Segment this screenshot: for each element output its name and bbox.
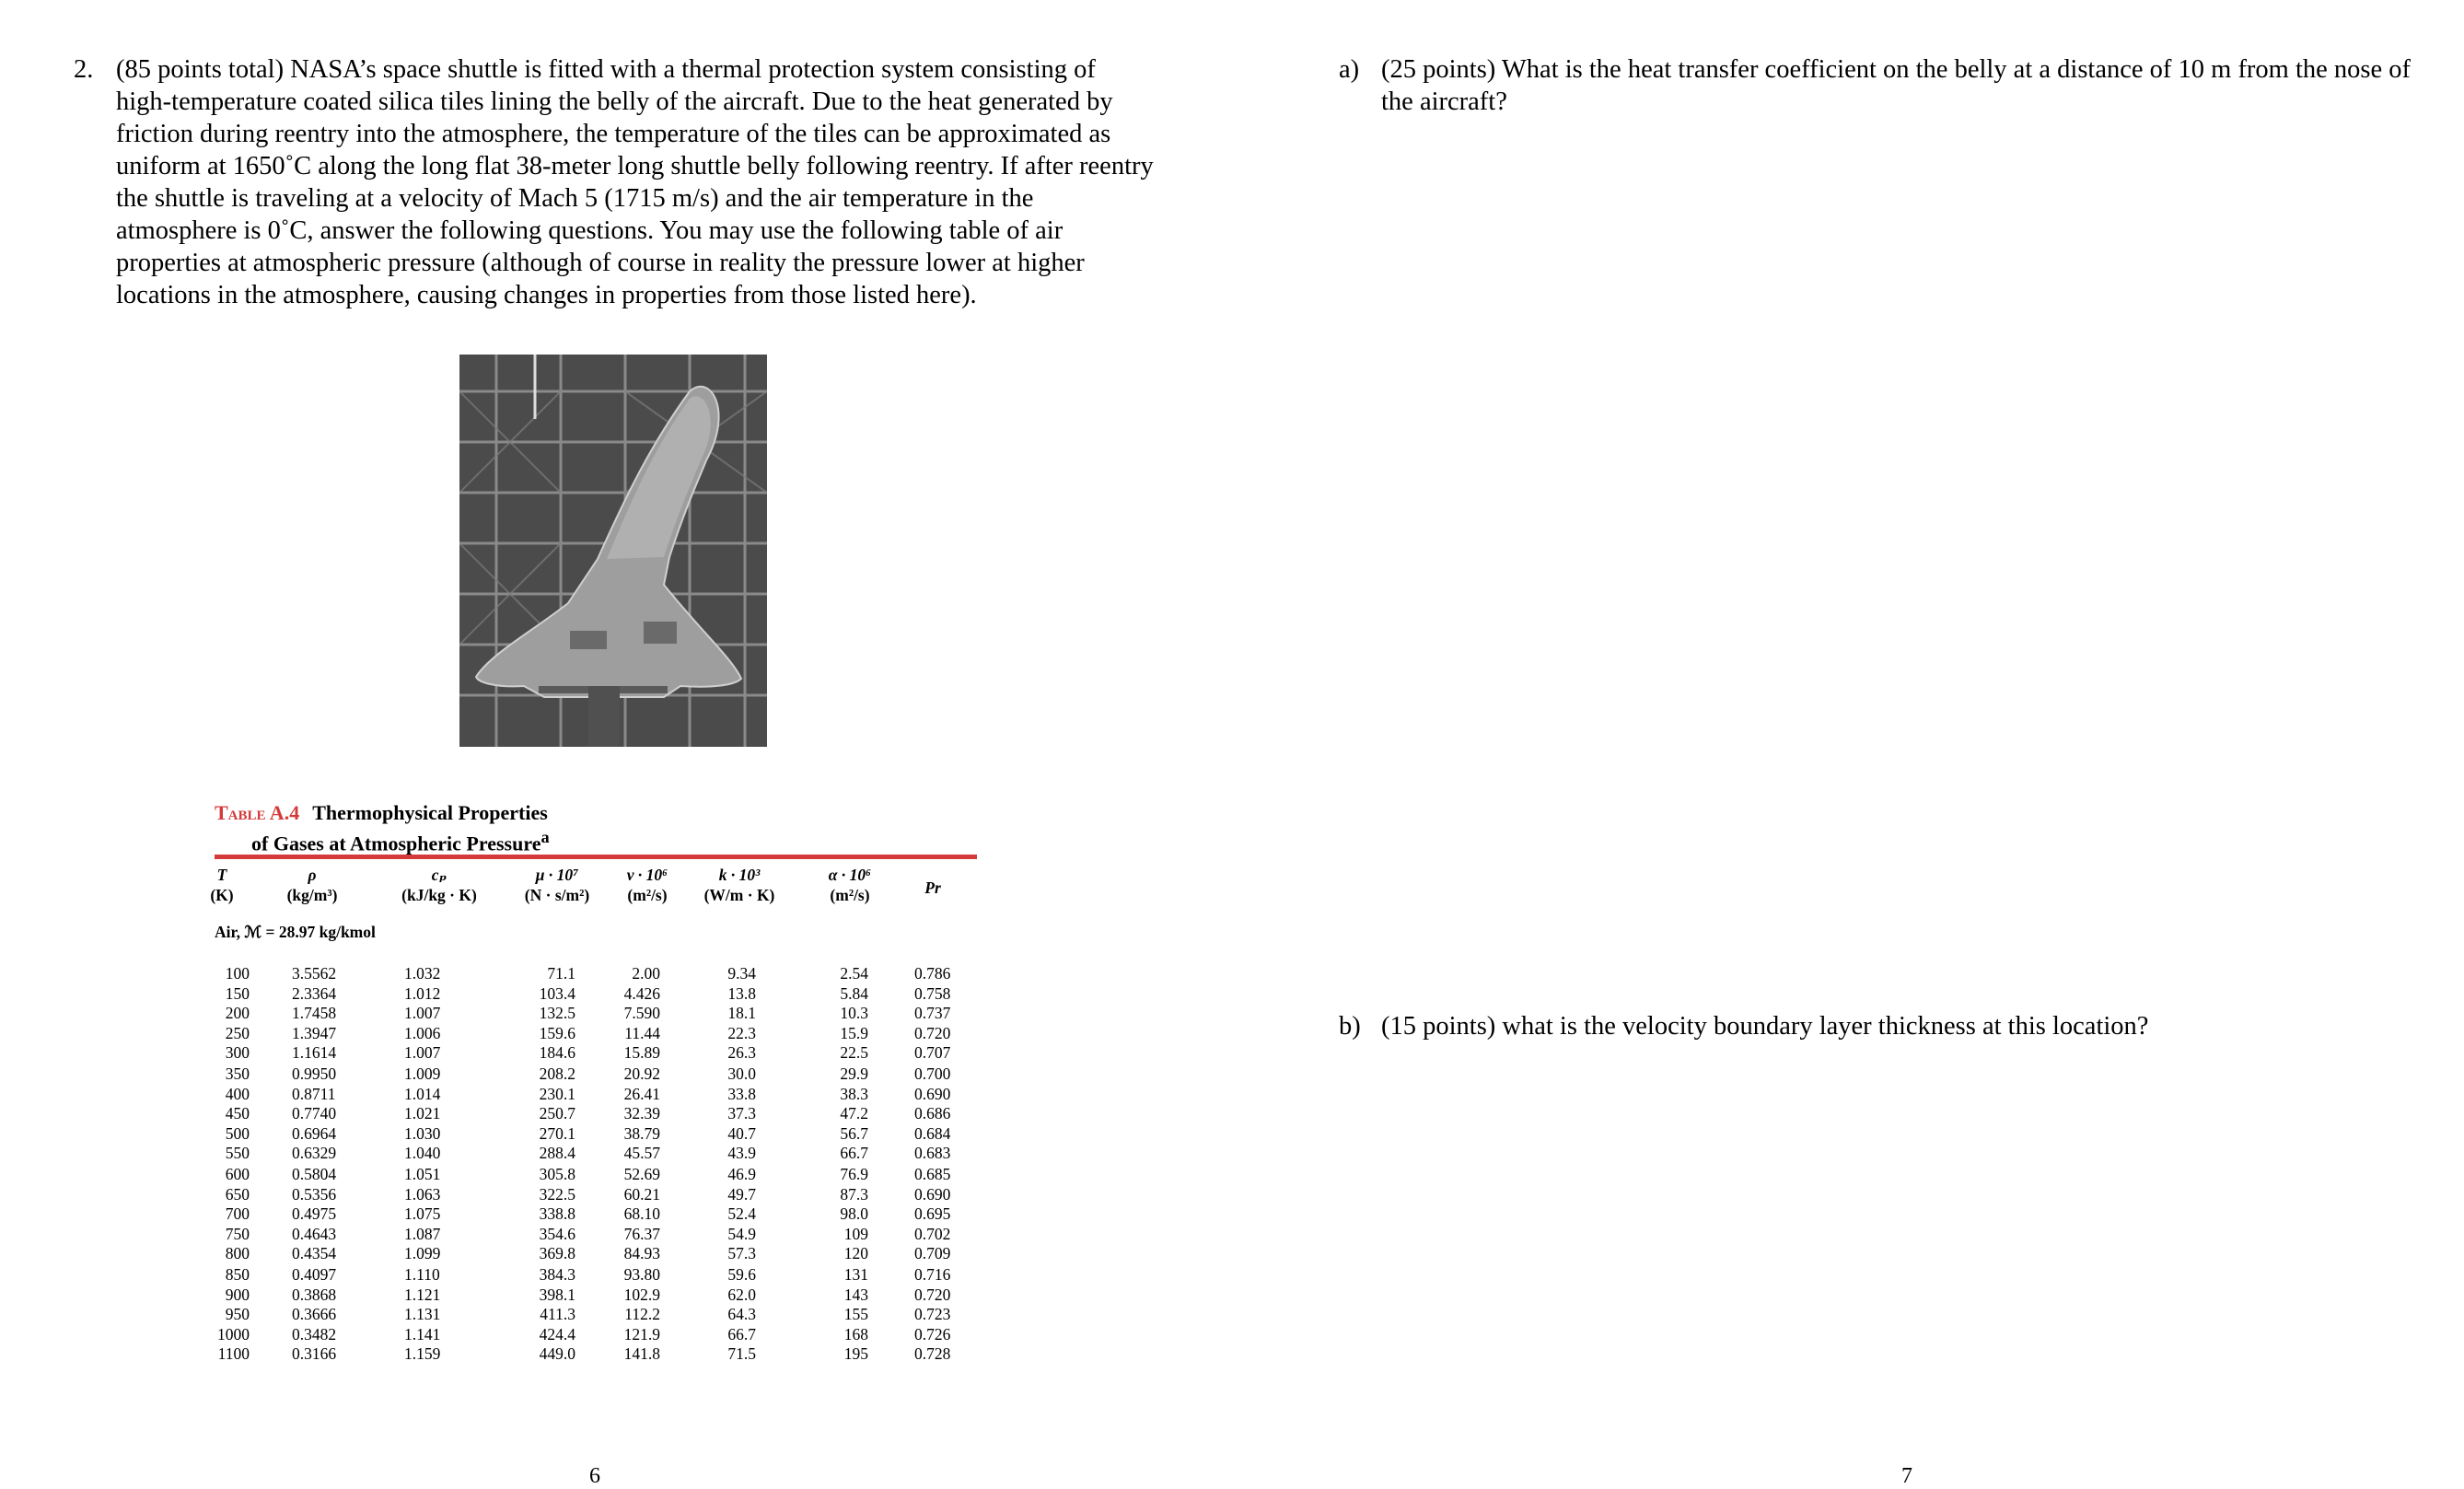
table-row xyxy=(215,1043,977,1064)
table-row xyxy=(215,1344,977,1365)
table-cell: 1.063 xyxy=(404,1184,441,1204)
table-cell: 155 xyxy=(843,1305,868,1323)
table-cell: 900 xyxy=(225,1285,250,1304)
table-cell: 0.723 xyxy=(914,1305,951,1323)
table-cell: 184.6 xyxy=(539,1043,575,1062)
column-header-symbol: α · 10⁶ xyxy=(828,866,872,884)
table-cell: 54.9 xyxy=(727,1224,756,1243)
table-cell: 121.9 xyxy=(623,1324,660,1344)
table-cell: 66.7 xyxy=(840,1144,868,1162)
table-row-group xyxy=(215,1265,977,1365)
table-cell: 103.4 xyxy=(539,983,575,1003)
table-cell: 288.4 xyxy=(539,1144,575,1162)
table-cell: 0.3666 xyxy=(292,1305,337,1323)
column-header-symbol: cₚ xyxy=(431,866,447,884)
table-cell: 120 xyxy=(843,1244,868,1262)
column-header-unit: (N · s/m²) xyxy=(524,885,590,904)
question-text: (15 points) what is the velocity boundary layer thickness at this location? xyxy=(1381,1012,2149,1041)
problem-line: friction during reentry into the atmosphere, the temperature of the tiles can be approximated as xyxy=(116,120,1111,148)
left-page xyxy=(0,0,1232,1486)
table-cell: 0.786 xyxy=(914,964,951,983)
table-cell: 300 xyxy=(225,1043,250,1062)
table-cell: 0.726 xyxy=(914,1324,951,1344)
table-cell: 64.3 xyxy=(727,1305,756,1323)
column-header xyxy=(511,866,603,905)
table-cell: 550 xyxy=(225,1144,250,1162)
table-cell: 0.758 xyxy=(914,983,951,1003)
column-header-unit: (m²/s) xyxy=(830,885,870,904)
question-text: (25 points) What is the heat transfer coefficient on the belly at a distance of 10 m from the nose of xyxy=(1381,55,2412,84)
table-cell: 305.8 xyxy=(539,1165,575,1183)
right-page xyxy=(1232,0,2464,1486)
table-caption xyxy=(215,801,550,855)
table-cell: 150 xyxy=(225,983,250,1003)
table-cell: 1.121 xyxy=(404,1285,441,1304)
table-title-line1: Thermophysical Properties xyxy=(312,801,548,824)
table-cell: 15.89 xyxy=(623,1043,660,1062)
column-header-symbol: μ · 10⁷ xyxy=(535,866,579,884)
table-title-line2: of Gases at Atmospheric Pressure xyxy=(251,832,541,855)
table-subheading: Air, ℳ = 28.97 kg/kmol xyxy=(215,923,376,941)
column-header-unit: (kg/m³) xyxy=(286,885,338,904)
table-cell: 1.159 xyxy=(404,1344,441,1363)
table-cell: 0.720 xyxy=(914,1285,951,1304)
table-cell: 230.1 xyxy=(539,1084,575,1103)
table-cell: 57.3 xyxy=(727,1244,756,1262)
table-cell: 76.37 xyxy=(623,1224,660,1243)
table-row xyxy=(215,1104,977,1124)
table-cell: 71.5 xyxy=(727,1344,756,1363)
table-cell: 32.39 xyxy=(623,1104,660,1123)
problem-statement xyxy=(74,53,1160,311)
table-cell: 10.3 xyxy=(840,1004,868,1022)
problem-line: (85 points total) NASA’s space shuttle is fitted with a thermal protection system consisting of xyxy=(116,55,1096,84)
table-cell: 47.2 xyxy=(840,1104,868,1123)
table-cell: 350 xyxy=(225,1064,250,1083)
table-cell: 0.686 xyxy=(914,1104,951,1123)
table-cell: 0.4643 xyxy=(292,1224,337,1243)
table-footnote-mark: a xyxy=(540,828,550,846)
table-cell: 950 xyxy=(225,1305,250,1323)
table-cell: 1.009 xyxy=(404,1064,441,1083)
table-cell: 270.1 xyxy=(539,1123,575,1143)
table-cell: 1.012 xyxy=(404,983,441,1003)
table-cell: 5.84 xyxy=(840,983,868,1003)
table-row xyxy=(215,1285,977,1306)
table-cell: 60.21 xyxy=(623,1184,660,1204)
table-row xyxy=(215,964,977,984)
table-cell: 384.3 xyxy=(539,1265,575,1284)
table-cell: 1.007 xyxy=(404,1004,441,1022)
table-cell: 1.110 xyxy=(404,1265,440,1284)
table-cell: 2.3364 xyxy=(292,983,337,1003)
column-header xyxy=(804,866,896,905)
air-properties-table xyxy=(210,866,977,1363)
table-cell: 338.8 xyxy=(539,1204,575,1223)
table-cell: 30.0 xyxy=(727,1064,756,1083)
table-cell: 26.41 xyxy=(623,1084,660,1103)
column-header xyxy=(887,878,979,899)
table-cell: 1.7458 xyxy=(292,1004,337,1022)
table-cell: 93.80 xyxy=(623,1265,660,1284)
table-cell: 0.716 xyxy=(914,1265,951,1284)
table-cell: 131 xyxy=(843,1265,868,1284)
table-row xyxy=(215,1265,977,1285)
table-cell: 1.021 xyxy=(404,1104,441,1123)
table-cell: 449.0 xyxy=(539,1344,575,1363)
column-header xyxy=(693,866,785,905)
table-cell: 0.707 xyxy=(914,1043,951,1062)
table-cell: 15.9 xyxy=(840,1023,868,1042)
table-cell: 2.00 xyxy=(632,964,660,983)
table-row-group xyxy=(215,1064,977,1164)
table-cell: 1000 xyxy=(217,1324,250,1344)
column-header xyxy=(601,866,693,905)
table-cell: 0.5356 xyxy=(292,1184,337,1204)
table-cell: 1.131 xyxy=(404,1305,441,1323)
table-cell: 0.6964 xyxy=(292,1123,337,1143)
table-cell: 398.1 xyxy=(539,1285,575,1304)
table-cell: 13.8 xyxy=(727,983,756,1003)
table-cell: 38.79 xyxy=(623,1123,660,1143)
table-row xyxy=(215,1305,977,1325)
table-cell: 56.7 xyxy=(840,1123,868,1143)
table-cell: 195 xyxy=(843,1344,868,1363)
table-cell: 0.6329 xyxy=(292,1144,337,1162)
table-cell: 40.7 xyxy=(727,1123,756,1143)
table-cell: 9.34 xyxy=(727,964,756,983)
table-cell: 59.6 xyxy=(727,1265,756,1284)
table-cell: 62.0 xyxy=(727,1285,756,1304)
table-cell: 132.5 xyxy=(539,1004,575,1022)
table-cell: 1.032 xyxy=(404,964,441,983)
table-cell: 0.4975 xyxy=(292,1204,337,1223)
table-cell: 0.683 xyxy=(914,1144,951,1162)
table-cell: 168 xyxy=(843,1324,868,1344)
table-cell: 33.8 xyxy=(727,1084,756,1103)
table-cell: 38.3 xyxy=(840,1084,868,1103)
table-row xyxy=(215,1204,977,1225)
column-header xyxy=(176,866,268,905)
question-b xyxy=(1339,1010,2449,1042)
table-cell: 1.051 xyxy=(404,1165,441,1183)
table-cell: 1.014 xyxy=(404,1084,441,1103)
table-cell: 0.700 xyxy=(914,1064,951,1083)
table-cell: 1.075 xyxy=(404,1204,441,1223)
table-cell: 322.5 xyxy=(539,1184,575,1204)
table-cell: 37.3 xyxy=(727,1104,756,1123)
table-cell: 87.3 xyxy=(840,1184,868,1204)
column-header-unit: (K) xyxy=(210,885,234,904)
table-cell: 1.030 xyxy=(404,1123,441,1143)
table-cell: 100 xyxy=(225,964,250,983)
problem-line: the shuttle is traveling at a velocity of Mach 5 (1715 m/s) and the air temperature in the xyxy=(116,184,1034,213)
table-cell: 250 xyxy=(225,1023,250,1042)
table-cell: 29.9 xyxy=(840,1064,868,1083)
table-row xyxy=(215,1325,977,1345)
table-row xyxy=(215,1165,977,1185)
question-label: b) xyxy=(1339,1012,1361,1041)
table-cell: 0.695 xyxy=(914,1204,951,1223)
table-cell: 0.728 xyxy=(914,1344,951,1363)
table-cell: 369.8 xyxy=(539,1244,575,1262)
table-row xyxy=(215,1144,977,1164)
table-cell: 11.44 xyxy=(624,1023,660,1042)
column-header-symbol: k · 10³ xyxy=(718,866,761,884)
table-row xyxy=(215,1185,977,1205)
table-cell: 1100 xyxy=(217,1344,250,1363)
table-cell: 200 xyxy=(225,1004,250,1022)
page-number-left: 6 xyxy=(589,1464,600,1488)
table-row xyxy=(215,1244,977,1264)
table-cell: 850 xyxy=(225,1265,250,1284)
problem-text xyxy=(116,53,1160,311)
table-cell: 98.0 xyxy=(840,1204,868,1223)
question-text: the aircraft? xyxy=(1381,87,1507,116)
table-cell: 102.9 xyxy=(623,1285,660,1304)
table-cell: 66.7 xyxy=(727,1324,756,1344)
table-cell: 0.702 xyxy=(914,1224,951,1243)
table-cell: 0.7740 xyxy=(292,1104,337,1123)
table-cell: 143 xyxy=(843,1285,868,1304)
table-cell: 0.3482 xyxy=(292,1324,337,1344)
table-cell: 43.9 xyxy=(727,1144,756,1162)
table-cell: 0.690 xyxy=(914,1084,951,1103)
table-cell: 49.7 xyxy=(727,1184,756,1204)
table-row xyxy=(215,1124,977,1145)
column-header xyxy=(266,866,358,905)
column-header-symbol: T xyxy=(216,866,227,884)
table-cell: 3.5562 xyxy=(292,964,337,983)
table-cell: 109 xyxy=(843,1224,868,1243)
table-cell: 52.69 xyxy=(623,1165,660,1183)
table-row xyxy=(215,984,977,1005)
table-cell: 0.3868 xyxy=(292,1285,337,1304)
table-cell: 208.2 xyxy=(539,1064,575,1083)
table-cell: 52.4 xyxy=(727,1204,756,1223)
table-row xyxy=(215,1004,977,1024)
table-cell: 1.3947 xyxy=(292,1023,337,1042)
table-cell: 0.9950 xyxy=(292,1064,337,1083)
space-shuttle-photo xyxy=(459,355,767,747)
table-cell: 354.6 xyxy=(539,1224,575,1243)
table-cell: 0.709 xyxy=(914,1244,951,1262)
table-cell: 7.590 xyxy=(623,1004,660,1022)
table-cell: 1.141 xyxy=(404,1324,441,1344)
table-cell: 0.684 xyxy=(914,1123,951,1143)
table-cell: 22.5 xyxy=(840,1043,868,1062)
table-cell: 250.7 xyxy=(539,1104,575,1123)
table-cell: 2.54 xyxy=(840,964,868,983)
column-header-unit: (kJ/kg · K) xyxy=(401,885,477,904)
table-label: Table A.4 xyxy=(215,801,300,824)
question-a xyxy=(1339,53,2449,118)
table-row-group xyxy=(215,964,977,1064)
table-cell: 1.1614 xyxy=(292,1043,337,1062)
table-cell: 46.9 xyxy=(727,1165,756,1183)
table-cell: 26.3 xyxy=(727,1043,756,1062)
table-top-rule xyxy=(215,855,977,859)
column-header-symbol: ν · 10⁶ xyxy=(626,866,668,884)
problem-line: uniform at 1650˚C along the long flat 38-meter long shuttle belly following reentry. If after reentry xyxy=(116,152,1154,180)
table-row xyxy=(215,1085,977,1105)
column-header xyxy=(393,866,485,905)
table-row xyxy=(215,1225,977,1245)
table-cell: 1.099 xyxy=(404,1244,441,1262)
problem-number: 2. xyxy=(74,55,94,84)
table-header-row xyxy=(210,866,977,912)
problem-line: atmosphere is 0˚C, answer the following questions. You may use the following table of air xyxy=(116,216,1063,245)
table-cell: 0.8711 xyxy=(292,1084,336,1103)
table-cell: 411.3 xyxy=(540,1305,575,1323)
table-cell: 22.3 xyxy=(727,1023,756,1042)
table-cell: 750 xyxy=(225,1224,250,1243)
table-cell: 0.3166 xyxy=(292,1344,337,1363)
table-cell: 68.10 xyxy=(623,1204,660,1223)
table-cell: 450 xyxy=(225,1104,250,1123)
table-cell: 0.5804 xyxy=(292,1165,337,1183)
problem-line: high-temperature coated silica tiles lining the belly of the aircraft. Due to the heat generated by xyxy=(116,87,1113,116)
table-cell: 800 xyxy=(225,1244,250,1262)
column-header-symbol: Pr xyxy=(924,878,941,897)
table-cell: 600 xyxy=(225,1165,250,1183)
problem-line: properties at atmospheric pressure (although of course in reality the pressure lower at higher xyxy=(116,249,1085,277)
page-number-right: 7 xyxy=(1901,1464,1912,1488)
table-cell: 1.040 xyxy=(404,1144,441,1162)
table-cell: 0.685 xyxy=(914,1165,951,1183)
table-cell: 1.087 xyxy=(404,1224,441,1243)
table-cell: 424.4 xyxy=(539,1324,575,1344)
table-cell: 1.007 xyxy=(404,1043,441,1062)
table-cell: 4.426 xyxy=(623,983,660,1003)
column-header-unit: (W/m · K) xyxy=(703,885,775,904)
table-cell: 400 xyxy=(225,1084,250,1103)
table-row-group xyxy=(215,1165,977,1264)
table-cell: 112.2 xyxy=(624,1305,660,1323)
table-row xyxy=(215,1064,977,1085)
column-header-symbol: ρ xyxy=(308,866,317,884)
table-cell: 0.4354 xyxy=(292,1244,337,1262)
table-cell: 159.6 xyxy=(539,1023,575,1042)
table-cell: 71.1 xyxy=(547,964,575,983)
table-cell: 141.8 xyxy=(623,1344,660,1363)
column-header-unit: (m²/s) xyxy=(627,885,668,904)
table-cell: 1.006 xyxy=(404,1023,441,1042)
table-cell: 20.92 xyxy=(623,1064,660,1083)
table-row xyxy=(215,1024,977,1044)
table-cell: 0.690 xyxy=(914,1184,951,1204)
table-cell: 650 xyxy=(225,1184,250,1204)
question-label: a) xyxy=(1339,55,1360,84)
table-cell: 0.737 xyxy=(914,1004,951,1022)
table-cell: 76.9 xyxy=(840,1165,868,1183)
table-cell: 0.720 xyxy=(914,1023,951,1042)
table-cell: 500 xyxy=(225,1123,250,1143)
table-cell: 45.57 xyxy=(623,1144,660,1162)
table-cell: 84.93 xyxy=(623,1244,660,1262)
problem-line: locations in the atmosphere, causing changes in properties from those listed here). xyxy=(116,281,977,309)
table-cell: 700 xyxy=(225,1204,250,1223)
table-cell: 0.4097 xyxy=(292,1265,337,1284)
table-cell: 18.1 xyxy=(727,1004,756,1022)
